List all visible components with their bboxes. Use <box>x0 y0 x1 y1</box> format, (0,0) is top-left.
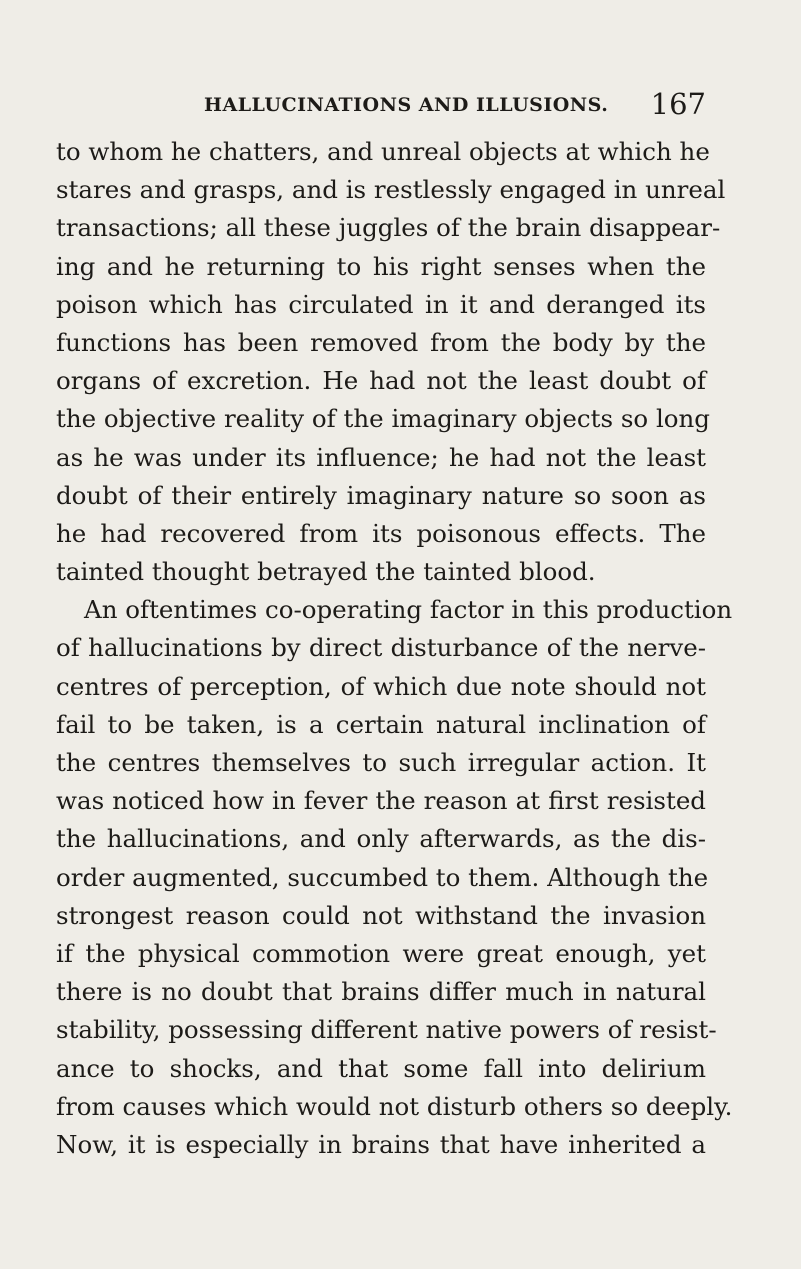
text-line: the centres themselves to such irregular action. It <box>56 748 706 777</box>
text-line: of hallucinations by direct disturbance of the nerve- <box>56 633 706 663</box>
text-line: poison which has circulated in it and deranged its <box>56 289 706 319</box>
text-line: from causes which would not disturb others so deeply. <box>56 1091 733 1121</box>
running-head <box>56 87 706 124</box>
text-line: An oftentimes co-operating factor in this production <box>84 595 733 625</box>
text-line: doubt of their entirely imaginary nature so soon as <box>56 480 706 510</box>
text-line: tainted thought betrayed the tainted blood. <box>56 557 596 587</box>
text-line: stability, possessing different native powers of resist- <box>56 1015 717 1045</box>
text-line: to whom he chatters, and unreal objects at which he <box>56 137 710 166</box>
paragraph-2 <box>56 591 733 1164</box>
text-line: Now, it is especially in brains that have inherited a <box>56 1129 706 1159</box>
text-line: order augmented, succumbed to them. Although the <box>56 862 709 892</box>
text-line: transactions; all these juggles of the brain disappear- <box>56 213 721 243</box>
text-line: ance to shocks, and that some fall into delirium <box>56 1053 706 1083</box>
text-line: the hallucinations, and only afterwards, as the dis- <box>56 824 706 854</box>
text-line: centres of perception, of which due note should not <box>56 671 706 701</box>
text-line: the objective reality of the imaginary objects so long <box>56 404 710 434</box>
page-number: 167 <box>650 87 706 121</box>
body-text <box>56 133 733 1164</box>
text-line: fail to be taken, is a certain natural inclination of <box>56 709 706 739</box>
text-line: functions has been removed from the body by the <box>56 327 706 357</box>
running-title: HALLUCINATIONS AND ILLUSIONS. <box>204 94 609 116</box>
text-line: was noticed how in fever the reason at first resisted <box>56 786 706 816</box>
text-line: if the physical commotion were great enough, yet <box>56 938 706 968</box>
text-line: strongest reason could not withstand the invasion <box>56 900 706 930</box>
text-line: there is no doubt that brains differ much in natural <box>56 977 706 1007</box>
text-line: he had recovered from its poisonous effects. The <box>56 518 706 548</box>
text-line: organs of excretion. He had not the least doubt of <box>56 366 706 396</box>
paragraph-1 <box>56 133 726 591</box>
text-line: stares and grasps, and is restlessly engaged in unreal <box>56 175 726 205</box>
text-line: as he was under its influence; he had not the least <box>56 442 706 472</box>
text-line: ing and he returning to his right senses when the <box>56 251 706 281</box>
